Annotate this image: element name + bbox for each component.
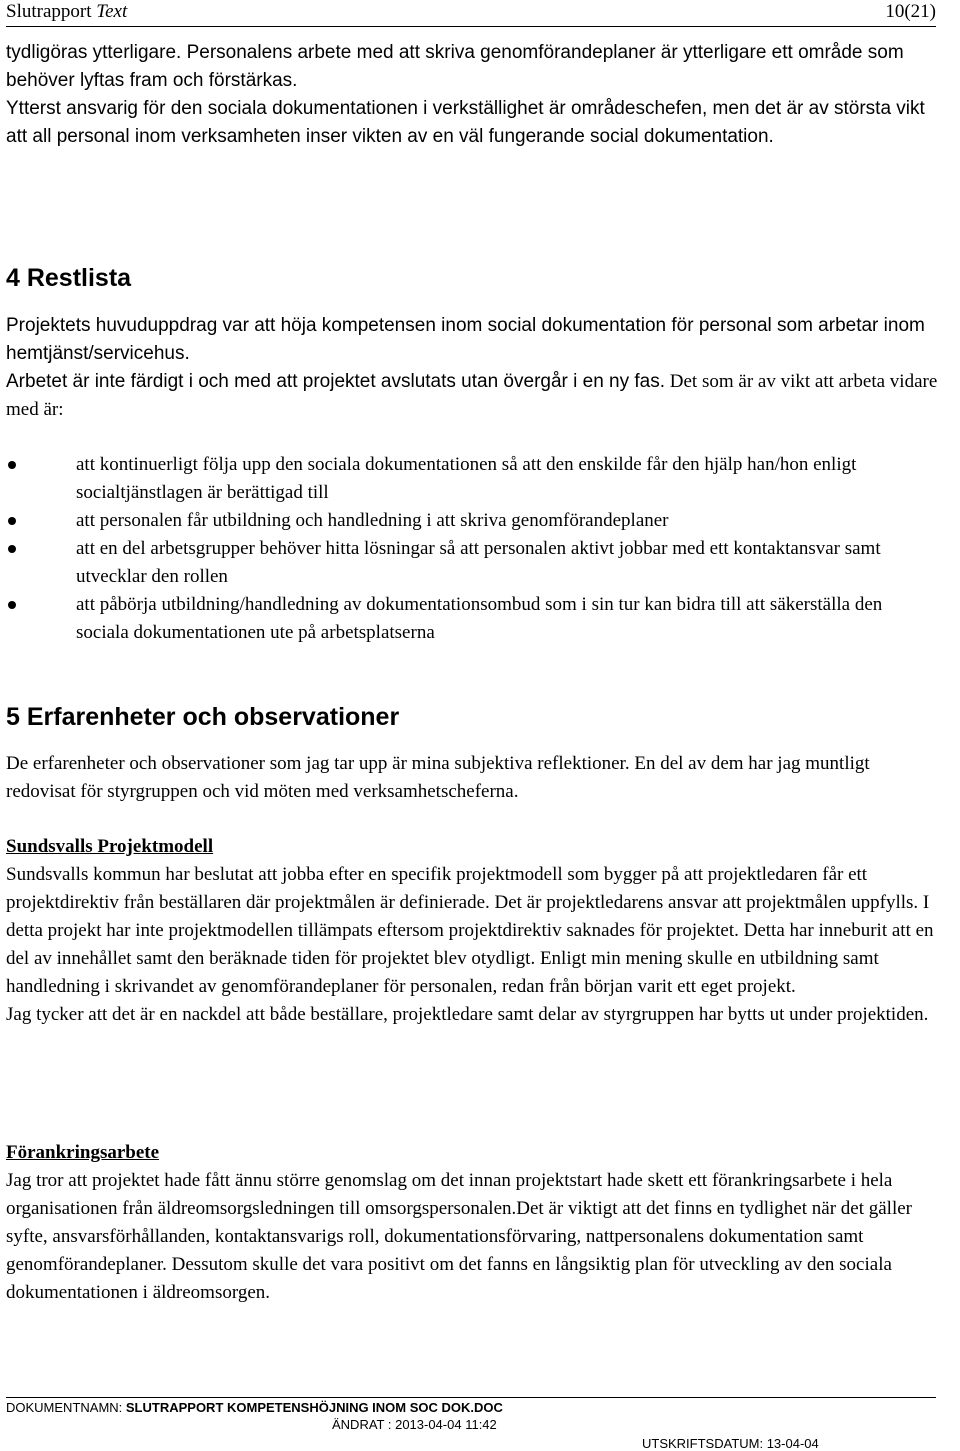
footer-docname-value: SLUTRAPPORT KOMPETENSHÖJNING INOM SOC DOK.DOC — [125, 1400, 503, 1415]
bullet-text: att en del arbetsgrupper behöver hitta lösningar så att personalen aktivt jobbar med ett kontaktansvar samt utvecklar den rollen — [76, 538, 881, 587]
forankring-block — [6, 1139, 938, 1307]
footer-docname-label: DOKUMENTNAMN: — [6, 1400, 126, 1415]
footer-printed: UTSKRIFTSDATUM: 13-04-04 — [642, 1436, 819, 1451]
section-5-heading: 5 Erfarenheter och observationer — [6, 703, 400, 731]
list-item — [6, 451, 938, 507]
bullet-icon — [8, 461, 16, 469]
bullet-icon — [8, 601, 16, 609]
forankring-heading: Förankringsarbete — [6, 1142, 160, 1163]
footer-changed: ÄNDRAT : 2013-04-04 11:42 — [332, 1417, 497, 1432]
projektmodell-heading: Sundsvalls Projektmodell — [6, 836, 214, 857]
footer-docname — [6, 1400, 503, 1415]
section-4-body — [6, 312, 938, 424]
section-4-paragraph-2a: Arbetet är inte färdigt i och med att projektet avslutats utan övergår i en ny fas. — [6, 371, 666, 392]
bullet-icon — [8, 517, 16, 525]
section-4-bullets — [6, 451, 938, 647]
section-4-paragraph-2 — [6, 368, 938, 424]
section-4-paragraph-1: Projektets huvuduppdrag var att höja kompetensen inom social dokumentation för personal som arbetar inom hemtjänst/servicehus. — [6, 315, 925, 364]
projektmodell-paragraph-1: Sundsvalls kommun har beslutat att jobba efter en specifik projektmodell som bygger på att projektledaren får ett projektdirektiv från beställaren där projektmålen är definierade. Det är projektledarens ansvar att projektmålen uppfylls. I detta projekt har inte projektmodellen tillämpats eftersom projektdirektiv saknades för projektet. Detta har inneburit att en del av innehållet samt den beräknade tiden för projektet blev otydligt. Enligt min mening skulle en utbildning samt handledning i skrivandet av genomförandeplaner för personalen, redan från början varit ett eget projekt. — [6, 864, 934, 997]
report-title-main: Slutrapport — [6, 1, 97, 22]
bullet-icon — [8, 545, 16, 553]
page-footer — [6, 1397, 936, 1451]
page-header — [6, 0, 936, 27]
report-title-italic: Text — [96, 1, 128, 22]
section-4-heading: 4 Restlista — [6, 264, 132, 292]
list-item — [6, 507, 938, 535]
bullet-text: att kontinuerligt följa upp den sociala dokumentationen så att den enskilde får den hjälp han/hon enligt socialtjänstlagen är berättigad till — [76, 454, 857, 503]
intro-block — [6, 39, 938, 151]
list-item — [6, 591, 938, 647]
projektmodell-block — [6, 833, 938, 1029]
list-item — [6, 535, 938, 591]
page-number: 10(21) — [885, 1, 936, 22]
intro-paragraph-2: Ytterst ansvarig för den sociala dokumentationen i verkställighet är områdeschefen, men det är av största vikt att all personal inom verksamheten inser vikten av en väl fungerande social dokumentation. — [6, 98, 925, 147]
bullet-text: att påbörja utbildning/handledning av dokumentationsombud som i sin tur kan bidra till att säkerställa den sociala dokumentationen ute på arbetsplatserna — [76, 594, 883, 643]
bullet-text: att personalen får utbildning och handledning i att skriva genomförandeplaner — [76, 510, 669, 531]
section-5-paragraph-1: De erfarenheter och observationer som jag tar upp är mina subjektiva reflektioner. En del av dem har jag muntligt redovisat för styrgruppen och vid möten med verksamhetscheferna. — [6, 753, 870, 802]
bullet-list — [6, 451, 938, 647]
intro-paragraph-1: tydligöras ytterligare. Personalens arbete med att skriva genomförandeplaner är ytterligare ett område som behöver lyftas fram och förstärkas. — [6, 42, 904, 91]
section-4-paragraph-2b: Det som är av vikt att arbeta vidare med är: — [6, 371, 938, 420]
report-title — [6, 0, 127, 24]
forankring-paragraph-1: Jag tror att projektet hade fått ännu större genomslag om det innan projektstart hade skett ett förankringsarbete i hela organisationen från äldreomsorgsledningen till omsorgspersonalen.Det är viktigt att det finns en tydlighet när det gäller syfte, ansvarsförhållanden, kontaktansvarigs roll, dokumentationsförvaring, nattpersonalens dokumentation samt genomförandeplaner. Dessutom skulle det vara positivt om det fanns en långsiktig plan för utveckling av den sociala dokumentationen i äldreomsorgen. — [6, 1170, 912, 1303]
projektmodell-paragraph-2: Jag tycker att det är en nackdel att både beställare, projektledare samt delar av styrgruppen har bytts ut under projektiden. — [6, 1004, 929, 1025]
section-5-intro — [6, 750, 938, 806]
